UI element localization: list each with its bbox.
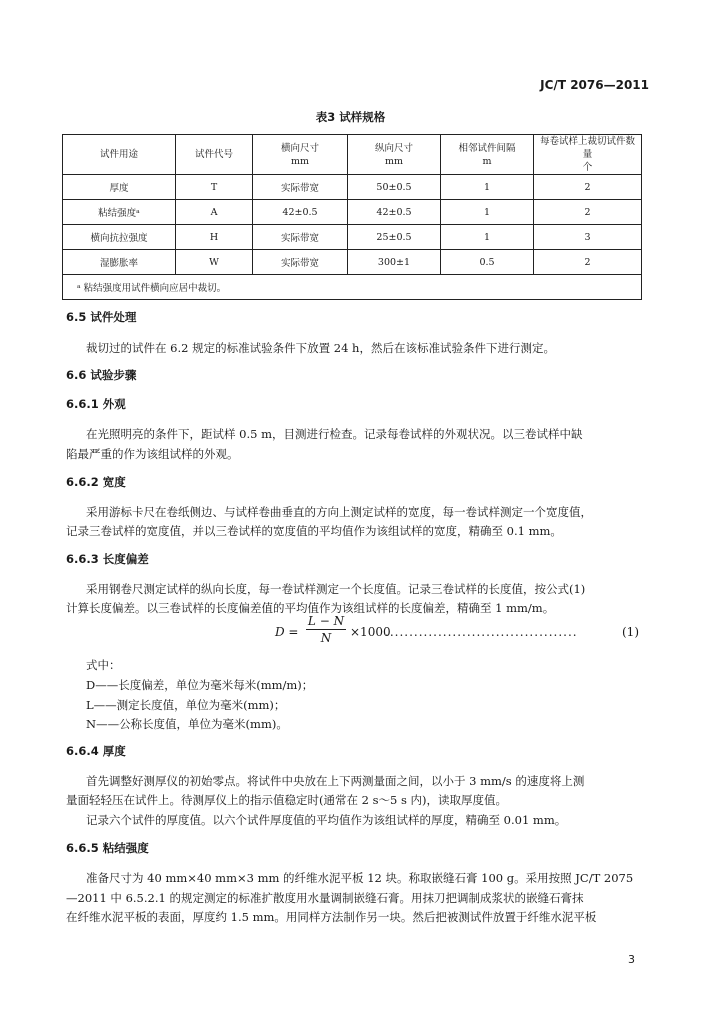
table-note-row: [63, 275, 642, 300]
table-note: ᵃ 粘结强度用试件横向应居中裁切。: [63, 275, 642, 300]
section-6-6-4-line: 量面轻轻压在试件上。待测厚仪上的指示值稳定时(通常在 2 s～5 s 内)，读取厚度值。: [66, 793, 508, 807]
table-cell: 42±0.5: [253, 200, 348, 225]
section-6-6-5-line: 准备尺寸为 40 mm×40 mm×3 mm 的纤维水泥平板 12 块。称取嵌缝石膏 100 g。采用按照 JC/T 2075: [86, 871, 634, 885]
table-cell: 42±0.5: [348, 200, 441, 225]
table-cell: 厚度: [63, 175, 176, 200]
table-cell: 50±0.5: [348, 175, 441, 200]
section-6-6-4-line: 记录六个试件的厚度值。以六个试件厚度值的平均值作为该组试样的厚度，精确至 0.01 mm。: [86, 813, 567, 827]
table-header-row: [63, 135, 642, 175]
table-cell: 1: [441, 225, 534, 250]
page-number: 3: [628, 953, 635, 966]
col-header-count: 每卷试样上裁切试件数量 个: [534, 135, 642, 175]
section-6-6-1-heading: 6.6.1 外观: [66, 397, 126, 411]
fraction-bar: [306, 629, 346, 630]
col-header-code: 试件代号: [176, 135, 253, 175]
section-6-5-text: 裁切过的试件在 6.2 规定的标准试验条件下放置 24 h，然后在该标准试验条件下进行测定。: [86, 341, 555, 355]
col-header-longitudinal: 纵向尺寸 mm: [348, 135, 441, 175]
definition-D: D——长度偏差，单位为毫米每米(mm/m)；: [86, 678, 314, 692]
table-cell: 1: [441, 200, 534, 225]
table-cell: 横向抗拉强度: [63, 225, 176, 250]
definition-L: L——测定长度值，单位为毫米(mm)；: [86, 698, 286, 712]
section-6-6-3-line: 计算长度偏差。以三卷试样的长度偏差值的平均值作为该组试样的长度偏差，精确至 1 mm/m。: [66, 601, 555, 615]
table-cell: W: [176, 250, 253, 275]
section-6-6-2-heading: 6.6.2 宽度: [66, 475, 126, 489]
section-6-6-4-heading: 6.6.4 厚度: [66, 744, 126, 758]
table-cell: 3: [534, 225, 642, 250]
table-row: [63, 250, 642, 275]
col-header-transverse: 横向尺寸 mm: [253, 135, 348, 175]
formula-fraction: [306, 614, 346, 645]
specimen-spec-table: [62, 134, 642, 300]
table-cell: 25±0.5: [348, 225, 441, 250]
table-row: [63, 225, 642, 250]
col-header-purpose: 试件用途: [63, 135, 176, 175]
table-cell: A: [176, 200, 253, 225]
section-6-6-5-heading: 6.6.5 粘结强度: [66, 841, 149, 855]
section-6-6-1-line: 陷最严重的作为该组试样的外观。: [66, 447, 239, 461]
table-title: 表3 试样规格: [315, 110, 386, 124]
section-6-6-5-line: 在纤维水泥平板的表面，厚度约 1.5 mm。用同样方法制作另一块。然后把被测试件放置于纤维水泥平板: [66, 910, 597, 924]
formula-leader-dots: ........................................: [385, 625, 578, 639]
formula-denominator: N: [320, 631, 332, 645]
table-cell: 2: [534, 250, 642, 275]
table-cell: 300±1: [348, 250, 441, 275]
formula-number: (1): [622, 625, 639, 639]
table-cell: H: [176, 225, 253, 250]
table-cell: 实际带宽: [253, 225, 348, 250]
table-cell: T: [176, 175, 253, 200]
table-row: [63, 175, 642, 200]
where-label: 式中：: [86, 658, 121, 672]
table-cell: 粘结强度ᵃ: [63, 200, 176, 225]
section-6-5-heading: 6.5 试件处理: [66, 310, 137, 324]
definition-N: N——公称长度值，单位为毫米(mm)。: [86, 717, 288, 731]
section-6-6-3-line: 采用钢卷尺测定试样的纵向长度，每一卷试样测定一个长度值。记录三卷试样的长度值，按公式(1): [86, 582, 586, 596]
table-cell: 实际带宽: [253, 250, 348, 275]
table-cell: 0.5: [441, 250, 534, 275]
section-6-6-2-line: 采用游标卡尺在卷纸侧边、与试样卷曲垂直的方向上测定试样的宽度，每一卷试样测定一个宽度值，: [86, 505, 592, 519]
formula-lhs: D =: [275, 625, 299, 639]
section-6-6-1-line: 在光照明亮的条件下，距试样 0.5 m，目测进行检查。记录每卷试样的外观状况。以三卷试样中缺: [86, 427, 583, 441]
section-6-6-2-line: 记录三卷试样的宽度值，并以三卷试样的宽度值的平均值作为该组试样的宽度，精确至 0.1 mm。: [66, 524, 562, 538]
section-6-6-3-heading: 6.6.3 长度偏差: [66, 552, 149, 566]
formula-multiplier: ×1000: [350, 625, 391, 639]
standard-id: JC/T 2076—2011: [540, 78, 649, 92]
table-cell: 2: [534, 175, 642, 200]
table-cell: 湿膨胀率: [63, 250, 176, 275]
formula-numerator: L − N: [307, 614, 345, 628]
table-row: [63, 200, 642, 225]
col-header-spacing: 相邻试件间隔 m: [441, 135, 534, 175]
section-6-6-4-line: 首先调整好测厚仪的初始零点。将试件中央放在上下两测量面之间，以小于 3 mm/s 的速度将上测: [86, 774, 585, 788]
table-cell: 1: [441, 175, 534, 200]
table-cell: 实际带宽: [253, 175, 348, 200]
table-cell: 2: [534, 200, 642, 225]
section-6-6-heading: 6.6 试验步骤: [66, 368, 137, 382]
section-6-6-5-line: —2011 中 6.5.2.1 的规定测定的标准扩散度用水量调制嵌缝石膏。用抹刀把调制成浆状的嵌缝石膏抹: [66, 891, 584, 905]
